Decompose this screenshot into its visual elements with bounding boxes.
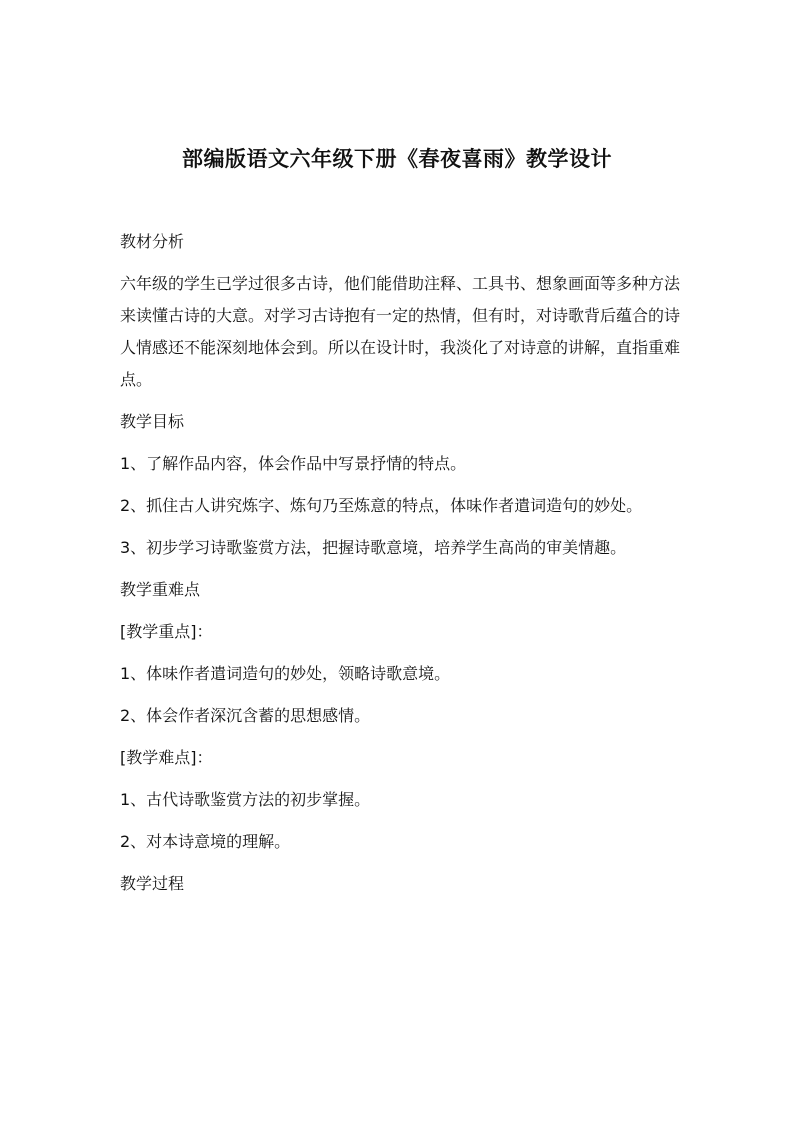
document-title: 部编版语文六年级下册《春夜喜雨》教学设计 — [182, 147, 612, 171]
goal-item-2: 2、抓住古人讲究炼字、炼句乃至炼意的特点，体味作者遣词造句的妙处。 — [120, 496, 643, 515]
paragraph-material-analysis: 六年级的学生已学过很多古诗，他们能借助注释、工具书、想象画面等多种方法来读懂古诗的大意。对学习古诗抱有一定的热情，但有时，对诗歌背后蕴合的诗人情感还不能深刻地体会到。所以在设计时，我淡化了对诗意的讲解，直指重难点。 — [120, 274, 681, 389]
heading-teaching-goals: 教学目标 — [120, 412, 185, 431]
heading-teaching-process: 教学过程 — [120, 874, 185, 893]
difficult-point-item-2: 2、对本诗意境的理解。 — [120, 832, 291, 851]
key-point-item-2: 2、体会作者深沉含蓄的思想感情。 — [120, 706, 371, 725]
heading-material-analysis: 教材分析 — [120, 232, 185, 251]
difficult-point-item-1: 1、古代诗歌鉴赏方法的初步掌握。 — [120, 790, 371, 809]
key-point-item-1: 1、体味作者遣词造句的妙处，领略诗歌意境。 — [120, 664, 451, 683]
goal-item-1: 1、了解作品内容，体会作品中写景抒情的特点。 — [120, 454, 467, 473]
document-body — [120, 226, 680, 900]
subheading-difficult-points: [教学难点]： — [120, 748, 213, 767]
heading-key-difficult-points: 教学重难点 — [120, 580, 201, 599]
subheading-key-points: [教学重点]： — [120, 622, 213, 641]
goal-item-3: 3、初步学习诗歌鉴赏方法，把握诗歌意境，培养学生高尚的审美情趣。 — [120, 538, 627, 557]
